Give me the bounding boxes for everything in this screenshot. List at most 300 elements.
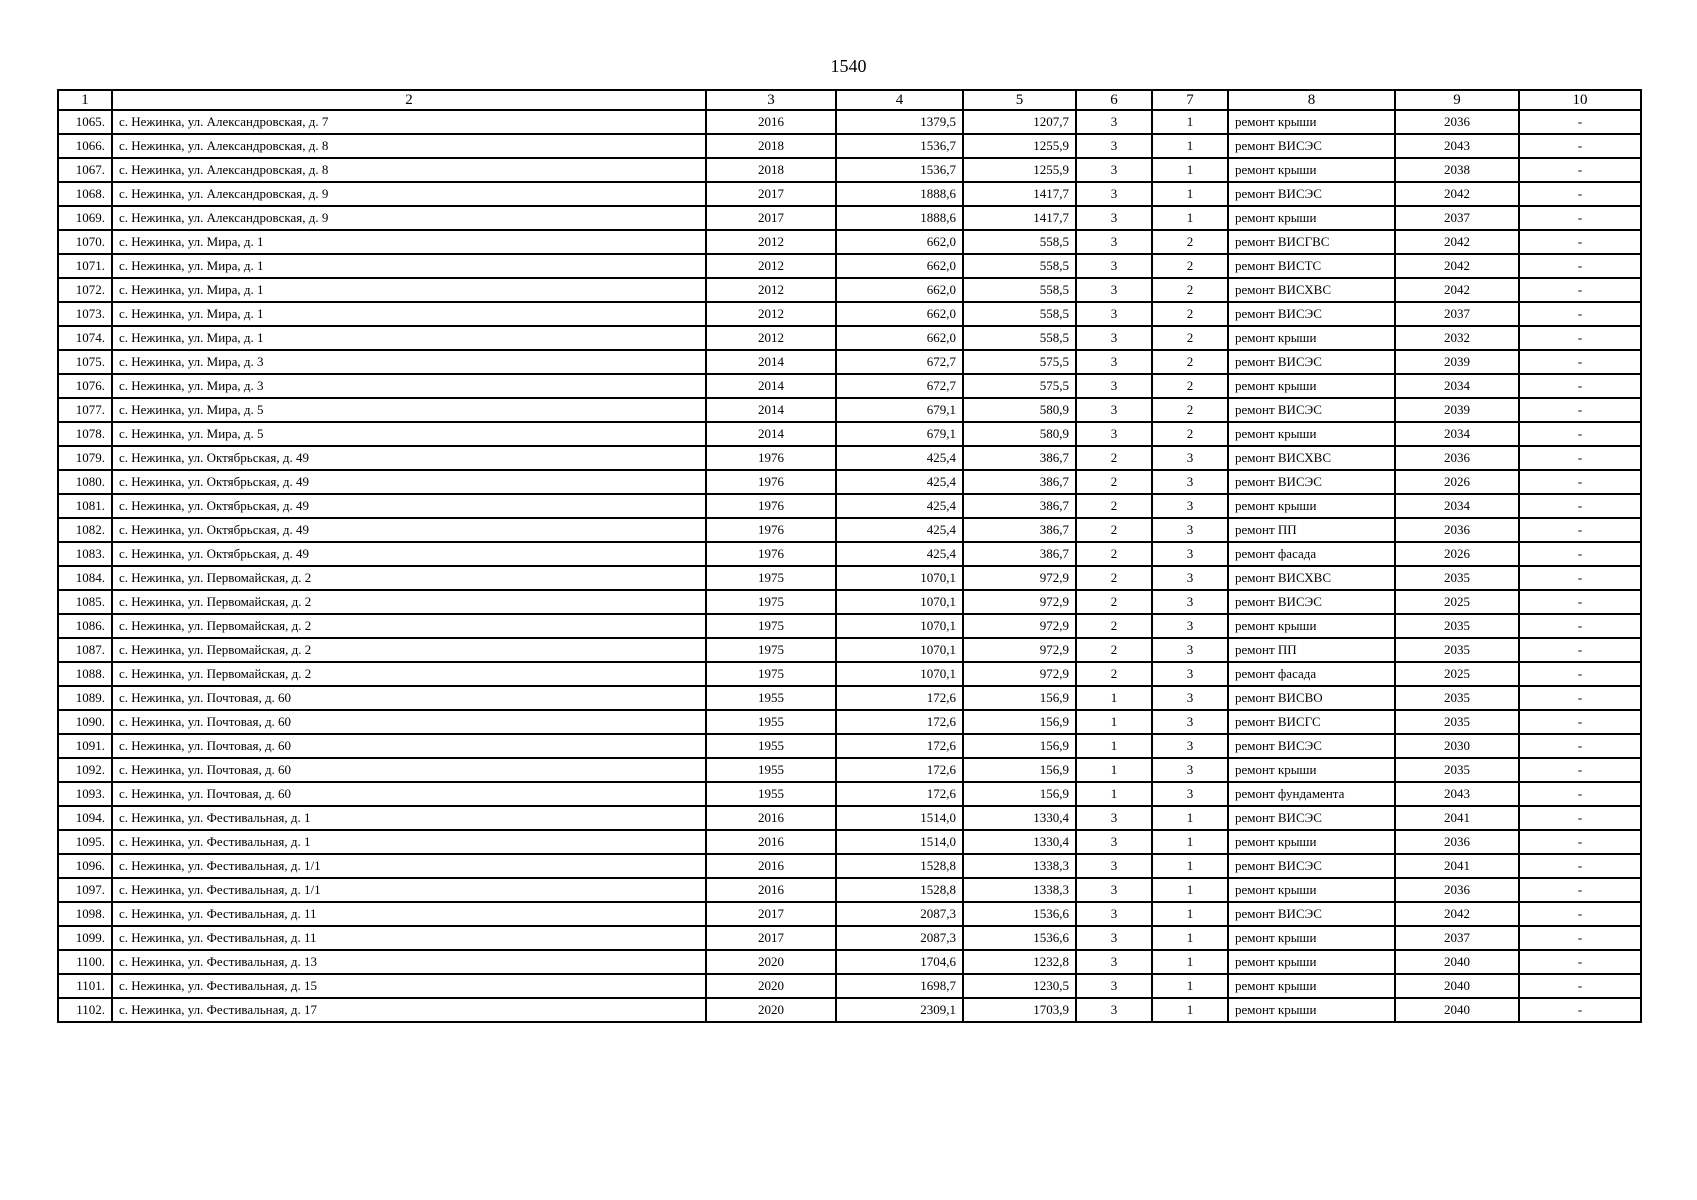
cell-planned-year: 2036 [1395, 878, 1519, 902]
cell-category: 1 [1152, 134, 1228, 158]
cell-living-area: 386,7 [963, 494, 1076, 518]
cell-row-number: 1102. [58, 998, 112, 1022]
cell-floors: 3 [1076, 230, 1152, 254]
cell-note: - [1519, 830, 1641, 854]
cell-planned-year: 2034 [1395, 422, 1519, 446]
cell-living-area: 156,9 [963, 782, 1076, 806]
cell-floors: 3 [1076, 326, 1152, 350]
cell-year-built: 2014 [706, 350, 836, 374]
cell-address: с. Нежинка, ул. Первомайская, д. 2 [112, 662, 706, 686]
cell-note: - [1519, 446, 1641, 470]
cell-planned-year: 2037 [1395, 302, 1519, 326]
cell-work-type: ремонт ВИСЭС [1228, 182, 1395, 206]
table-row [58, 350, 1641, 374]
cell-living-area: 386,7 [963, 470, 1076, 494]
cell-planned-year: 2042 [1395, 902, 1519, 926]
table-row [58, 710, 1641, 734]
cell-floors: 3 [1076, 422, 1152, 446]
cell-note: - [1519, 230, 1641, 254]
cell-total-area: 1888,6 [836, 206, 963, 230]
cell-note: - [1519, 110, 1641, 134]
table-row [58, 326, 1641, 350]
cell-note: - [1519, 590, 1641, 614]
cell-floors: 3 [1076, 974, 1152, 998]
cell-address: с. Нежинка, ул. Октябрьская, д. 49 [112, 494, 706, 518]
cell-category: 1 [1152, 998, 1228, 1022]
cell-total-area: 172,6 [836, 758, 963, 782]
cell-address: с. Нежинка, ул. Мира, д. 3 [112, 350, 706, 374]
cell-living-area: 1230,5 [963, 974, 1076, 998]
cell-row-number: 1096. [58, 854, 112, 878]
cell-work-type: ремонт крыши [1228, 326, 1395, 350]
cell-total-area: 2087,3 [836, 902, 963, 926]
cell-floors: 1 [1076, 758, 1152, 782]
cell-address: с. Нежинка, ул. Фестивальная, д. 1 [112, 806, 706, 830]
cell-work-type: ремонт ВИСЭС [1228, 302, 1395, 326]
cell-floors: 3 [1076, 278, 1152, 302]
table-row [58, 854, 1641, 878]
cell-floors: 1 [1076, 734, 1152, 758]
cell-category: 1 [1152, 806, 1228, 830]
cell-address: с. Нежинка, ул. Фестивальная, д. 15 [112, 974, 706, 998]
cell-row-number: 1072. [58, 278, 112, 302]
cell-category: 2 [1152, 230, 1228, 254]
cell-note: - [1519, 158, 1641, 182]
table-row [58, 158, 1641, 182]
cell-year-built: 2012 [706, 326, 836, 350]
table-row [58, 782, 1641, 806]
cell-row-number: 1094. [58, 806, 112, 830]
cell-address: с. Нежинка, ул. Фестивальная, д. 17 [112, 998, 706, 1022]
cell-living-area: 558,5 [963, 302, 1076, 326]
cell-work-type: ремонт крыши [1228, 758, 1395, 782]
cell-note: - [1519, 518, 1641, 542]
cell-floors: 3 [1076, 134, 1152, 158]
cell-year-built: 2016 [706, 110, 836, 134]
cell-address: с. Нежинка, ул. Почтовая, д. 60 [112, 758, 706, 782]
table-row [58, 542, 1641, 566]
table-row [58, 134, 1641, 158]
cell-note: - [1519, 686, 1641, 710]
cell-floors: 3 [1076, 206, 1152, 230]
cell-work-type: ремонт крыши [1228, 926, 1395, 950]
cell-year-built: 2016 [706, 830, 836, 854]
cell-floors: 2 [1076, 590, 1152, 614]
cell-living-area: 156,9 [963, 758, 1076, 782]
cell-total-area: 425,4 [836, 494, 963, 518]
cell-category: 3 [1152, 566, 1228, 590]
cell-planned-year: 2039 [1395, 398, 1519, 422]
cell-planned-year: 2042 [1395, 230, 1519, 254]
cell-note: - [1519, 926, 1641, 950]
cell-floors: 3 [1076, 302, 1152, 326]
table-row [58, 830, 1641, 854]
cell-category: 3 [1152, 734, 1228, 758]
cell-total-area: 672,7 [836, 374, 963, 398]
table-row [58, 590, 1641, 614]
cell-year-built: 1955 [706, 710, 836, 734]
cell-living-area: 1330,4 [963, 830, 1076, 854]
cell-year-built: 2018 [706, 158, 836, 182]
cell-floors: 2 [1076, 638, 1152, 662]
cell-category: 1 [1152, 878, 1228, 902]
cell-living-area: 1330,4 [963, 806, 1076, 830]
cell-planned-year: 2038 [1395, 158, 1519, 182]
cell-living-area: 972,9 [963, 566, 1076, 590]
cell-work-type: ремонт ВИСЭС [1228, 470, 1395, 494]
cell-category: 2 [1152, 326, 1228, 350]
cell-floors: 2 [1076, 566, 1152, 590]
cell-total-area: 662,0 [836, 302, 963, 326]
cell-work-type: ремонт ВИСТС [1228, 254, 1395, 278]
cell-category: 1 [1152, 974, 1228, 998]
cell-category: 1 [1152, 206, 1228, 230]
cell-total-area: 1070,1 [836, 638, 963, 662]
cell-living-area: 1536,6 [963, 902, 1076, 926]
cell-floors: 3 [1076, 806, 1152, 830]
cell-row-number: 1087. [58, 638, 112, 662]
cell-note: - [1519, 566, 1641, 590]
cell-address: с. Нежинка, ул. Почтовая, д. 60 [112, 734, 706, 758]
cell-address: с. Нежинка, ул. Фестивальная, д. 11 [112, 902, 706, 926]
cell-floors: 3 [1076, 998, 1152, 1022]
cell-address: с. Нежинка, ул. Первомайская, д. 2 [112, 590, 706, 614]
cell-address: с. Нежинка, ул. Мира, д. 1 [112, 302, 706, 326]
cell-living-area: 558,5 [963, 230, 1076, 254]
cell-planned-year: 2035 [1395, 758, 1519, 782]
cell-row-number: 1067. [58, 158, 112, 182]
cell-planned-year: 2035 [1395, 614, 1519, 638]
table-row [58, 230, 1641, 254]
cell-work-type: ремонт ВИСЭС [1228, 806, 1395, 830]
cell-total-area: 662,0 [836, 278, 963, 302]
column-header-4: 4 [836, 90, 963, 110]
cell-work-type: ремонт крыши [1228, 950, 1395, 974]
table-row [58, 446, 1641, 470]
table-row [58, 302, 1641, 326]
cell-planned-year: 2040 [1395, 974, 1519, 998]
cell-row-number: 1074. [58, 326, 112, 350]
cell-address: с. Нежинка, ул. Первомайская, д. 2 [112, 566, 706, 590]
cell-address: с. Нежинка, ул. Фестивальная, д. 1/1 [112, 878, 706, 902]
cell-living-area: 1417,7 [963, 206, 1076, 230]
cell-total-area: 679,1 [836, 398, 963, 422]
cell-row-number: 1077. [58, 398, 112, 422]
cell-category: 3 [1152, 782, 1228, 806]
cell-row-number: 1079. [58, 446, 112, 470]
cell-work-type: ремонт ВИСЭС [1228, 350, 1395, 374]
header-row [58, 90, 1641, 110]
cell-address: с. Нежинка, ул. Александровская, д. 9 [112, 206, 706, 230]
cell-planned-year: 2034 [1395, 374, 1519, 398]
cell-planned-year: 2036 [1395, 110, 1519, 134]
register-table [57, 89, 1642, 1023]
cell-note: - [1519, 206, 1641, 230]
cell-year-built: 1955 [706, 782, 836, 806]
cell-work-type: ремонт крыши [1228, 158, 1395, 182]
cell-row-number: 1089. [58, 686, 112, 710]
cell-work-type: ремонт ВИСЭС [1228, 134, 1395, 158]
cell-planned-year: 2026 [1395, 470, 1519, 494]
cell-category: 1 [1152, 854, 1228, 878]
cell-total-area: 1070,1 [836, 662, 963, 686]
cell-note: - [1519, 782, 1641, 806]
cell-total-area: 1536,7 [836, 158, 963, 182]
cell-work-type: ремонт крыши [1228, 206, 1395, 230]
cell-planned-year: 2042 [1395, 182, 1519, 206]
cell-row-number: 1078. [58, 422, 112, 446]
cell-note: - [1519, 494, 1641, 518]
cell-address: с. Нежинка, ул. Фестивальная, д. 1 [112, 830, 706, 854]
table-row [58, 398, 1641, 422]
cell-category: 1 [1152, 110, 1228, 134]
cell-row-number: 1083. [58, 542, 112, 566]
cell-year-built: 2017 [706, 926, 836, 950]
cell-planned-year: 2040 [1395, 950, 1519, 974]
cell-note: - [1519, 326, 1641, 350]
cell-note: - [1519, 374, 1641, 398]
cell-row-number: 1100. [58, 950, 112, 974]
cell-address: с. Нежинка, ул. Первомайская, д. 2 [112, 638, 706, 662]
cell-work-type: ремонт ВИСХВС [1228, 278, 1395, 302]
cell-address: с. Нежинка, ул. Мира, д. 3 [112, 374, 706, 398]
cell-row-number: 1065. [58, 110, 112, 134]
table-row [58, 614, 1641, 638]
cell-work-type: ремонт крыши [1228, 998, 1395, 1022]
cell-planned-year: 2035 [1395, 566, 1519, 590]
cell-note: - [1519, 974, 1641, 998]
cell-planned-year: 2041 [1395, 806, 1519, 830]
table-row [58, 806, 1641, 830]
cell-work-type: ремонт ВИСЭС [1228, 590, 1395, 614]
cell-year-built: 2012 [706, 278, 836, 302]
cell-year-built: 1975 [706, 590, 836, 614]
cell-total-area: 1698,7 [836, 974, 963, 998]
cell-address: с. Нежинка, ул. Мира, д. 1 [112, 326, 706, 350]
cell-category: 3 [1152, 470, 1228, 494]
cell-total-area: 662,0 [836, 326, 963, 350]
cell-row-number: 1084. [58, 566, 112, 590]
cell-total-area: 662,0 [836, 230, 963, 254]
cell-floors: 3 [1076, 374, 1152, 398]
table-row [58, 662, 1641, 686]
cell-address: с. Нежинка, ул. Фестивальная, д. 1/1 [112, 854, 706, 878]
cell-living-area: 558,5 [963, 326, 1076, 350]
cell-address: с. Нежинка, ул. Фестивальная, д. 13 [112, 950, 706, 974]
cell-planned-year: 2035 [1395, 638, 1519, 662]
cell-living-area: 580,9 [963, 422, 1076, 446]
cell-year-built: 2017 [706, 182, 836, 206]
cell-living-area: 972,9 [963, 662, 1076, 686]
cell-planned-year: 2036 [1395, 446, 1519, 470]
cell-total-area: 172,6 [836, 782, 963, 806]
cell-planned-year: 2043 [1395, 782, 1519, 806]
column-header-10: 10 [1519, 90, 1641, 110]
cell-planned-year: 2036 [1395, 518, 1519, 542]
cell-floors: 2 [1076, 446, 1152, 470]
cell-planned-year: 2026 [1395, 542, 1519, 566]
cell-total-area: 1704,6 [836, 950, 963, 974]
cell-total-area: 1070,1 [836, 614, 963, 638]
cell-row-number: 1070. [58, 230, 112, 254]
page-number: 1540 [830, 56, 867, 76]
cell-category: 3 [1152, 638, 1228, 662]
cell-row-number: 1075. [58, 350, 112, 374]
cell-category: 2 [1152, 350, 1228, 374]
cell-planned-year: 2035 [1395, 686, 1519, 710]
cell-category: 1 [1152, 182, 1228, 206]
cell-category: 3 [1152, 662, 1228, 686]
cell-address: с. Нежинка, ул. Мира, д. 1 [112, 230, 706, 254]
cell-row-number: 1098. [58, 902, 112, 926]
cell-note: - [1519, 542, 1641, 566]
cell-living-area: 156,9 [963, 686, 1076, 710]
table-row [58, 974, 1641, 998]
cell-total-area: 1070,1 [836, 566, 963, 590]
cell-living-area: 972,9 [963, 590, 1076, 614]
cell-address: с. Нежинка, ул. Октябрьская, д. 49 [112, 518, 706, 542]
cell-year-built: 2017 [706, 902, 836, 926]
cell-address: с. Нежинка, ул. Октябрьская, д. 49 [112, 542, 706, 566]
cell-living-area: 386,7 [963, 518, 1076, 542]
cell-address: с. Нежинка, ул. Октябрьская, д. 49 [112, 446, 706, 470]
cell-year-built: 1955 [706, 686, 836, 710]
cell-category: 3 [1152, 686, 1228, 710]
cell-note: - [1519, 734, 1641, 758]
cell-living-area: 1255,9 [963, 158, 1076, 182]
cell-living-area: 1338,3 [963, 878, 1076, 902]
cell-living-area: 972,9 [963, 638, 1076, 662]
cell-note: - [1519, 134, 1641, 158]
cell-year-built: 1976 [706, 542, 836, 566]
column-header-2: 2 [112, 90, 706, 110]
column-header-7: 7 [1152, 90, 1228, 110]
cell-living-area: 575,5 [963, 374, 1076, 398]
cell-total-area: 662,0 [836, 254, 963, 278]
cell-floors: 3 [1076, 182, 1152, 206]
cell-category: 2 [1152, 422, 1228, 446]
cell-note: - [1519, 638, 1641, 662]
cell-living-area: 558,5 [963, 278, 1076, 302]
cell-work-type: ремонт ВИСГВС [1228, 230, 1395, 254]
table-row [58, 182, 1641, 206]
cell-planned-year: 2043 [1395, 134, 1519, 158]
cell-note: - [1519, 806, 1641, 830]
cell-category: 2 [1152, 302, 1228, 326]
cell-row-number: 1081. [58, 494, 112, 518]
cell-floors: 2 [1076, 518, 1152, 542]
table-row [58, 998, 1641, 1022]
column-header-1: 1 [58, 90, 112, 110]
cell-row-number: 1066. [58, 134, 112, 158]
cell-note: - [1519, 278, 1641, 302]
cell-category: 3 [1152, 758, 1228, 782]
cell-address: с. Нежинка, ул. Александровская, д. 7 [112, 110, 706, 134]
cell-living-area: 156,9 [963, 734, 1076, 758]
cell-total-area: 1514,0 [836, 830, 963, 854]
cell-year-built: 2012 [706, 230, 836, 254]
cell-year-built: 2020 [706, 974, 836, 998]
cell-row-number: 1085. [58, 590, 112, 614]
cell-year-built: 1955 [706, 758, 836, 782]
cell-total-area: 172,6 [836, 734, 963, 758]
cell-category: 1 [1152, 902, 1228, 926]
cell-work-type: ремонт фасада [1228, 542, 1395, 566]
cell-row-number: 1068. [58, 182, 112, 206]
cell-total-area: 172,6 [836, 710, 963, 734]
column-header-5: 5 [963, 90, 1076, 110]
table-row [58, 950, 1641, 974]
table-row [58, 254, 1641, 278]
cell-year-built: 2014 [706, 422, 836, 446]
table-body [58, 110, 1641, 1022]
cell-row-number: 1101. [58, 974, 112, 998]
cell-living-area: 1255,9 [963, 134, 1076, 158]
cell-year-built: 1975 [706, 662, 836, 686]
cell-floors: 3 [1076, 830, 1152, 854]
cell-living-area: 1703,9 [963, 998, 1076, 1022]
cell-row-number: 1082. [58, 518, 112, 542]
cell-category: 2 [1152, 254, 1228, 278]
cell-year-built: 1976 [706, 446, 836, 470]
cell-total-area: 1528,8 [836, 854, 963, 878]
cell-note: - [1519, 422, 1641, 446]
cell-category: 3 [1152, 542, 1228, 566]
table-row [58, 878, 1641, 902]
cell-address: с. Нежинка, ул. Мира, д. 5 [112, 398, 706, 422]
cell-note: - [1519, 398, 1641, 422]
table-row [58, 734, 1641, 758]
cell-planned-year: 2037 [1395, 206, 1519, 230]
cell-year-built: 2016 [706, 806, 836, 830]
cell-year-built: 1975 [706, 566, 836, 590]
cell-year-built: 2017 [706, 206, 836, 230]
cell-planned-year: 2025 [1395, 662, 1519, 686]
cell-note: - [1519, 350, 1641, 374]
cell-year-built: 2012 [706, 254, 836, 278]
cell-floors: 3 [1076, 854, 1152, 878]
cell-category: 3 [1152, 518, 1228, 542]
cell-address: с. Нежинка, ул. Фестивальная, д. 11 [112, 926, 706, 950]
cell-total-area: 425,4 [836, 518, 963, 542]
table-row [58, 926, 1641, 950]
cell-address: с. Нежинка, ул. Мира, д. 1 [112, 278, 706, 302]
cell-note: - [1519, 902, 1641, 926]
cell-planned-year: 2034 [1395, 494, 1519, 518]
cell-total-area: 425,4 [836, 542, 963, 566]
cell-total-area: 425,4 [836, 446, 963, 470]
cell-planned-year: 2036 [1395, 830, 1519, 854]
cell-living-area: 386,7 [963, 542, 1076, 566]
cell-category: 3 [1152, 494, 1228, 518]
cell-year-built: 1955 [706, 734, 836, 758]
cell-work-type: ремонт ВИСЭС [1228, 902, 1395, 926]
cell-total-area: 1514,0 [836, 806, 963, 830]
cell-total-area: 1528,8 [836, 878, 963, 902]
cell-note: - [1519, 302, 1641, 326]
cell-floors: 3 [1076, 878, 1152, 902]
cell-planned-year: 2037 [1395, 926, 1519, 950]
cell-note: - [1519, 470, 1641, 494]
cell-year-built: 2018 [706, 134, 836, 158]
cell-note: - [1519, 662, 1641, 686]
cell-floors: 3 [1076, 158, 1152, 182]
cell-row-number: 1095. [58, 830, 112, 854]
cell-total-area: 1070,1 [836, 590, 963, 614]
cell-year-built: 2014 [706, 374, 836, 398]
cell-work-type: ремонт крыши [1228, 878, 1395, 902]
table-row [58, 518, 1641, 542]
